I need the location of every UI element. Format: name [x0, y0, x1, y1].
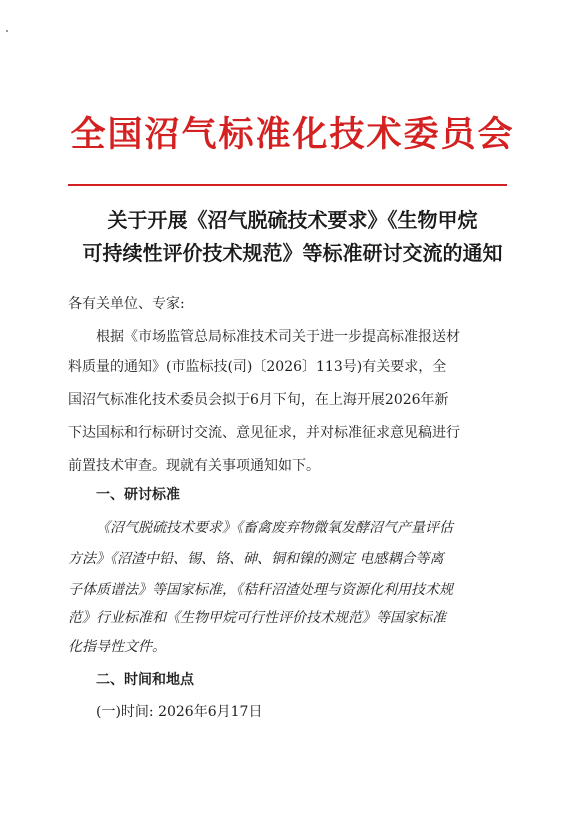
paragraph-2-line-5: 化指导性文件。	[68, 639, 166, 655]
time-line: (一)时间: 2026年6月17日	[96, 704, 263, 720]
salutation: 各有关单位、专家:	[68, 296, 185, 312]
paragraph-2-line-1: 《沼气脱硫技术要求》《畜禽废弃物微氧发酵沼气产量评估	[96, 520, 453, 536]
paragraph-1-line-4: 下达国标和行标研讨交流、意见征求，并对标准征求意见稿进行	[68, 425, 460, 441]
document-title-line-2: 可持续性评价技术规范》等标准研讨交流的通知	[82, 241, 503, 265]
paragraph-1-line-2: 料质量的通知》(市监标技(司)〔2026〕113号)有关要求，全	[68, 359, 447, 375]
paragraph-2-line-2: 方法》《沼渣中铅、锡、铬、砷、铜和镍的测定 电感耦合等离	[68, 551, 444, 567]
section-2-heading: 二、时间和地点	[96, 672, 194, 688]
red-divider-line	[68, 184, 507, 186]
paragraph-2-line-4: 范》行业标准和《生物甲烷可行性评价技术规范》等国家标准	[68, 610, 446, 626]
section-1-heading: 一、研讨标准	[96, 487, 180, 503]
document-title-line-1: 关于开展《沼气脱硫技术要求》《生物甲烷	[107, 208, 478, 232]
paragraph-1-line-5: 前置技术审查。现就有关事项通知如下。	[68, 458, 320, 474]
paragraph-1-line-3: 国沼气标准化技术委员会拟于6月下旬，在上海开展2026年新	[68, 392, 449, 408]
organization-header: 全国沼气标准化技术委员会	[70, 115, 515, 155]
scan-speck	[6, 30, 8, 32]
paragraph-1-line-1: 根据《市场监管总局标准技术司关于进一步提高标准报送材	[96, 329, 460, 345]
paragraph-2-line-3: 子体质谱法》等国家标准，《秸秆沼渣处理与资源化利用技术规	[68, 582, 453, 598]
